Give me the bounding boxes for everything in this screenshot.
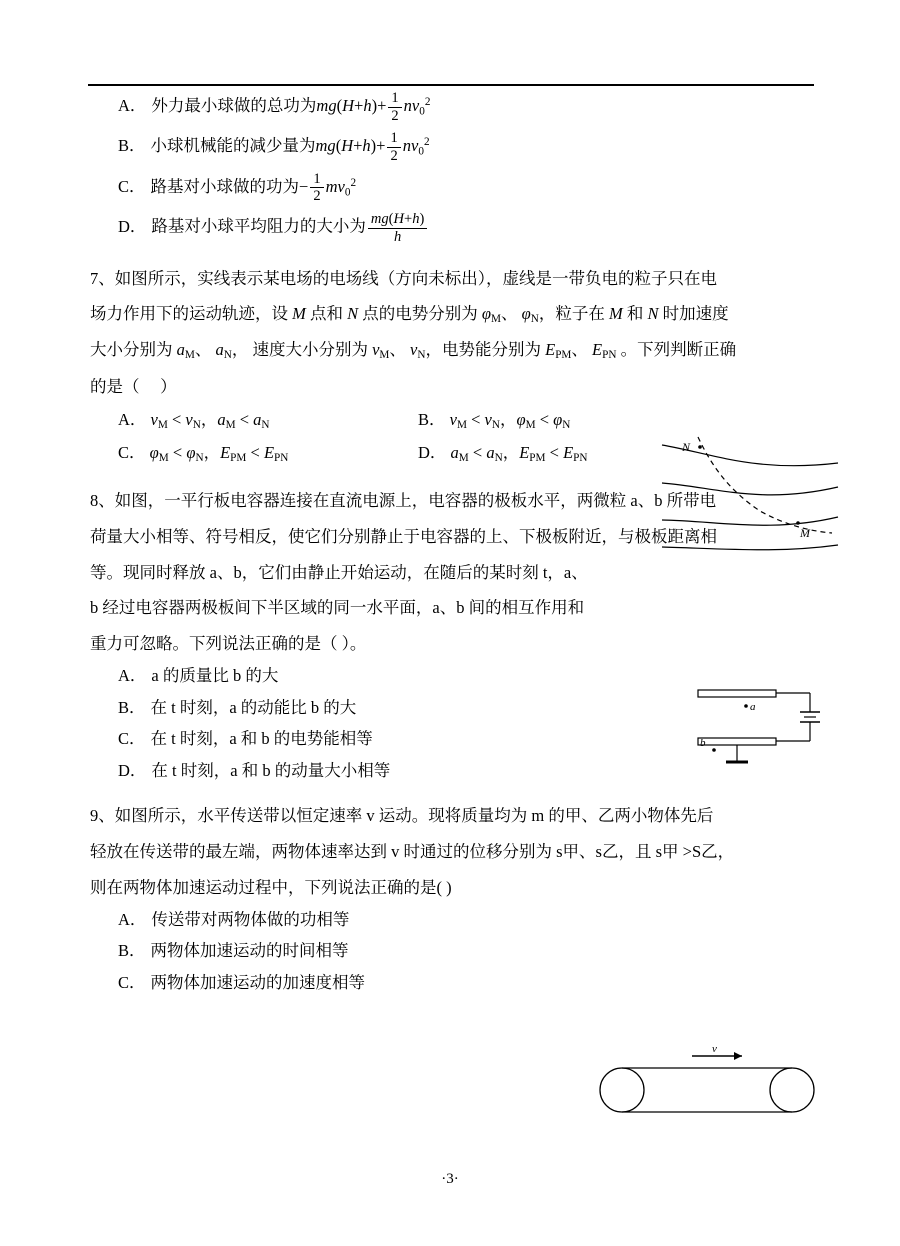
q7-option-c: C． $\varphi_M < \varphi_N$，$E_{PM} < E_{PN}$ xyxy=(118,442,289,464)
option-label: C． xyxy=(118,176,146,196)
option-label: A． xyxy=(118,96,147,116)
page-number: ·3· xyxy=(441,1171,459,1187)
option-body: 路基对小球平均阻力的大小为 $\frac{mg(H+h)}{h}$ xyxy=(151,211,810,245)
option-text: 两物体加速运动的时间相等 xyxy=(150,941,349,961)
option-text: a 的质量比 b 的大 xyxy=(151,666,279,686)
option-label: D． xyxy=(418,442,447,462)
q7-option-d: D． $a_M < a_N$，$E_{PM} < E_{PN}$ xyxy=(418,442,588,464)
q7-option-b: B． $v_M < v_N$，$\varphi_M < \varphi_N$ xyxy=(418,410,571,432)
q7-stem-line2: 场力作用下的运动轨迹，设 M 点和 N 点的电势分别为 $\varphi_M$、 $\varphi_N$，粒子在 M 和 N 时加速度 xyxy=(90,304,729,326)
option-label: B． xyxy=(118,697,146,717)
option-text: 路基对小球做的功为 xyxy=(150,176,300,196)
label-M: M xyxy=(800,526,810,540)
label-a: a xyxy=(750,701,756,713)
q8-stem-line2: 荷量大小相等、符号相反，使它们分别静止于电容器的上、下极板附近，与极板距离相 xyxy=(90,526,717,546)
option-text: 在 t 时刻，a 和 b 的电势能相等 xyxy=(150,729,373,749)
option-text: 两物体加速运动的加速度相等 xyxy=(150,972,366,992)
option-label: C． xyxy=(118,729,146,749)
option-text: 在 t 时刻，a 的动能比 b 的大 xyxy=(150,697,357,717)
q7-figure xyxy=(660,425,840,555)
q9-stem-line2: 轻放在传送带的最左端，两物体速率达到 v 时通过的位移分别为 s甲、s乙，且 s甲 >S乙， xyxy=(90,842,735,862)
option-label: A． xyxy=(118,909,147,929)
option-label: C． xyxy=(118,972,146,992)
option-text: 小球机械能的减少量为 xyxy=(150,136,316,156)
option-body: 小球机械能的减少量为mg(H+h)+ $\frac{1}{2}$ $nv_0^2$ xyxy=(150,130,430,165)
option-label: D． xyxy=(118,216,147,236)
q6-option-c xyxy=(90,171,810,205)
q8-stem-line4: b 经过电容器两极板间下半区域的同一水平面，a、b 间的相互作用和 xyxy=(90,598,585,618)
q9-number: 9、 xyxy=(90,806,115,826)
q7-stem-line1: 7、如图所示，实线表示某电场的电场线（方向未标出），虚线是一带负电的粒子只在电 xyxy=(90,268,717,288)
option-text: 在 t 时刻，a 和 b 的动量大小相等 xyxy=(151,760,391,780)
q6-option-b xyxy=(90,130,810,164)
q8-number: 8、 xyxy=(90,491,115,511)
q9-option-b xyxy=(90,938,810,964)
q8-stem-line5: 重力可忽略。下列说法正确的是（ ）。 xyxy=(90,634,367,654)
q6-option-a xyxy=(90,90,810,124)
conveyor-belt-svg xyxy=(592,1040,832,1118)
option-label: A． xyxy=(118,410,147,430)
q7-number: 7、 xyxy=(90,268,115,288)
q7-option-a: A． $v_M < v_N$，$a_M < a_N$ xyxy=(118,410,270,432)
header-rule xyxy=(88,84,814,86)
q9-text1: 如图所示，水平传送带以恒定速率 v 运动。现将质量均为 m 的甲、乙两小物体先后 xyxy=(114,806,714,826)
option-label: D． xyxy=(118,760,147,780)
q8-stem-line3: 等。现同时释放 a、b，它们由静止开始运动，在随后的某时刻 t，a、 xyxy=(90,562,588,582)
option-label: B． xyxy=(418,410,446,430)
option-label: C． xyxy=(118,442,146,462)
q8-text1: 如图，一平行板电容器连接在直流电源上，电容器的极板水平，两微粒 a、b 所带电 xyxy=(114,491,717,511)
option-label: A． xyxy=(118,666,147,686)
option-label: B． xyxy=(118,136,146,156)
option-text: 传送带对两物体做的功相等 xyxy=(151,909,350,929)
option-body: 路基对小球做的功为− $\frac{1}{2}$ $mv_0^2$ xyxy=(150,170,357,205)
label-N: N xyxy=(682,440,691,454)
option-body: 外力最小球做的总功为mg(H+h)+ $\frac{1}{2}$ $nv_0^2$ xyxy=(151,90,431,124)
option-text: 外力最小球做的总功为 xyxy=(151,96,317,116)
q9-stem-line3: 则在两物体加速运动过程中，下列说法正确的是( ) xyxy=(90,877,452,897)
q9-option-a xyxy=(90,907,810,933)
q9-option-c xyxy=(90,970,810,996)
option-text: 路基对小球平均阻力的大小为 xyxy=(151,216,366,236)
velocity-label: v xyxy=(712,1043,717,1055)
q9-figure xyxy=(592,1040,832,1118)
capacitor-circuit-svg xyxy=(690,676,835,776)
q9-stem-line1 xyxy=(90,799,810,833)
q7-stem-line3: 大小分别为 $a_M$、 $a_N$， 速度大小分别为 $v_M$、 $v_N$，电势能分别为 $E_{PM}$、 $E_{PN}$ 。下列判断正确 xyxy=(90,340,737,362)
field-lines-svg xyxy=(660,425,840,555)
option-label: B． xyxy=(118,941,146,961)
q6-option-d xyxy=(90,211,810,245)
q7-stem-line4: 的是（ ） xyxy=(90,376,177,396)
q8-figure xyxy=(690,676,835,776)
label-b: b xyxy=(700,737,706,749)
